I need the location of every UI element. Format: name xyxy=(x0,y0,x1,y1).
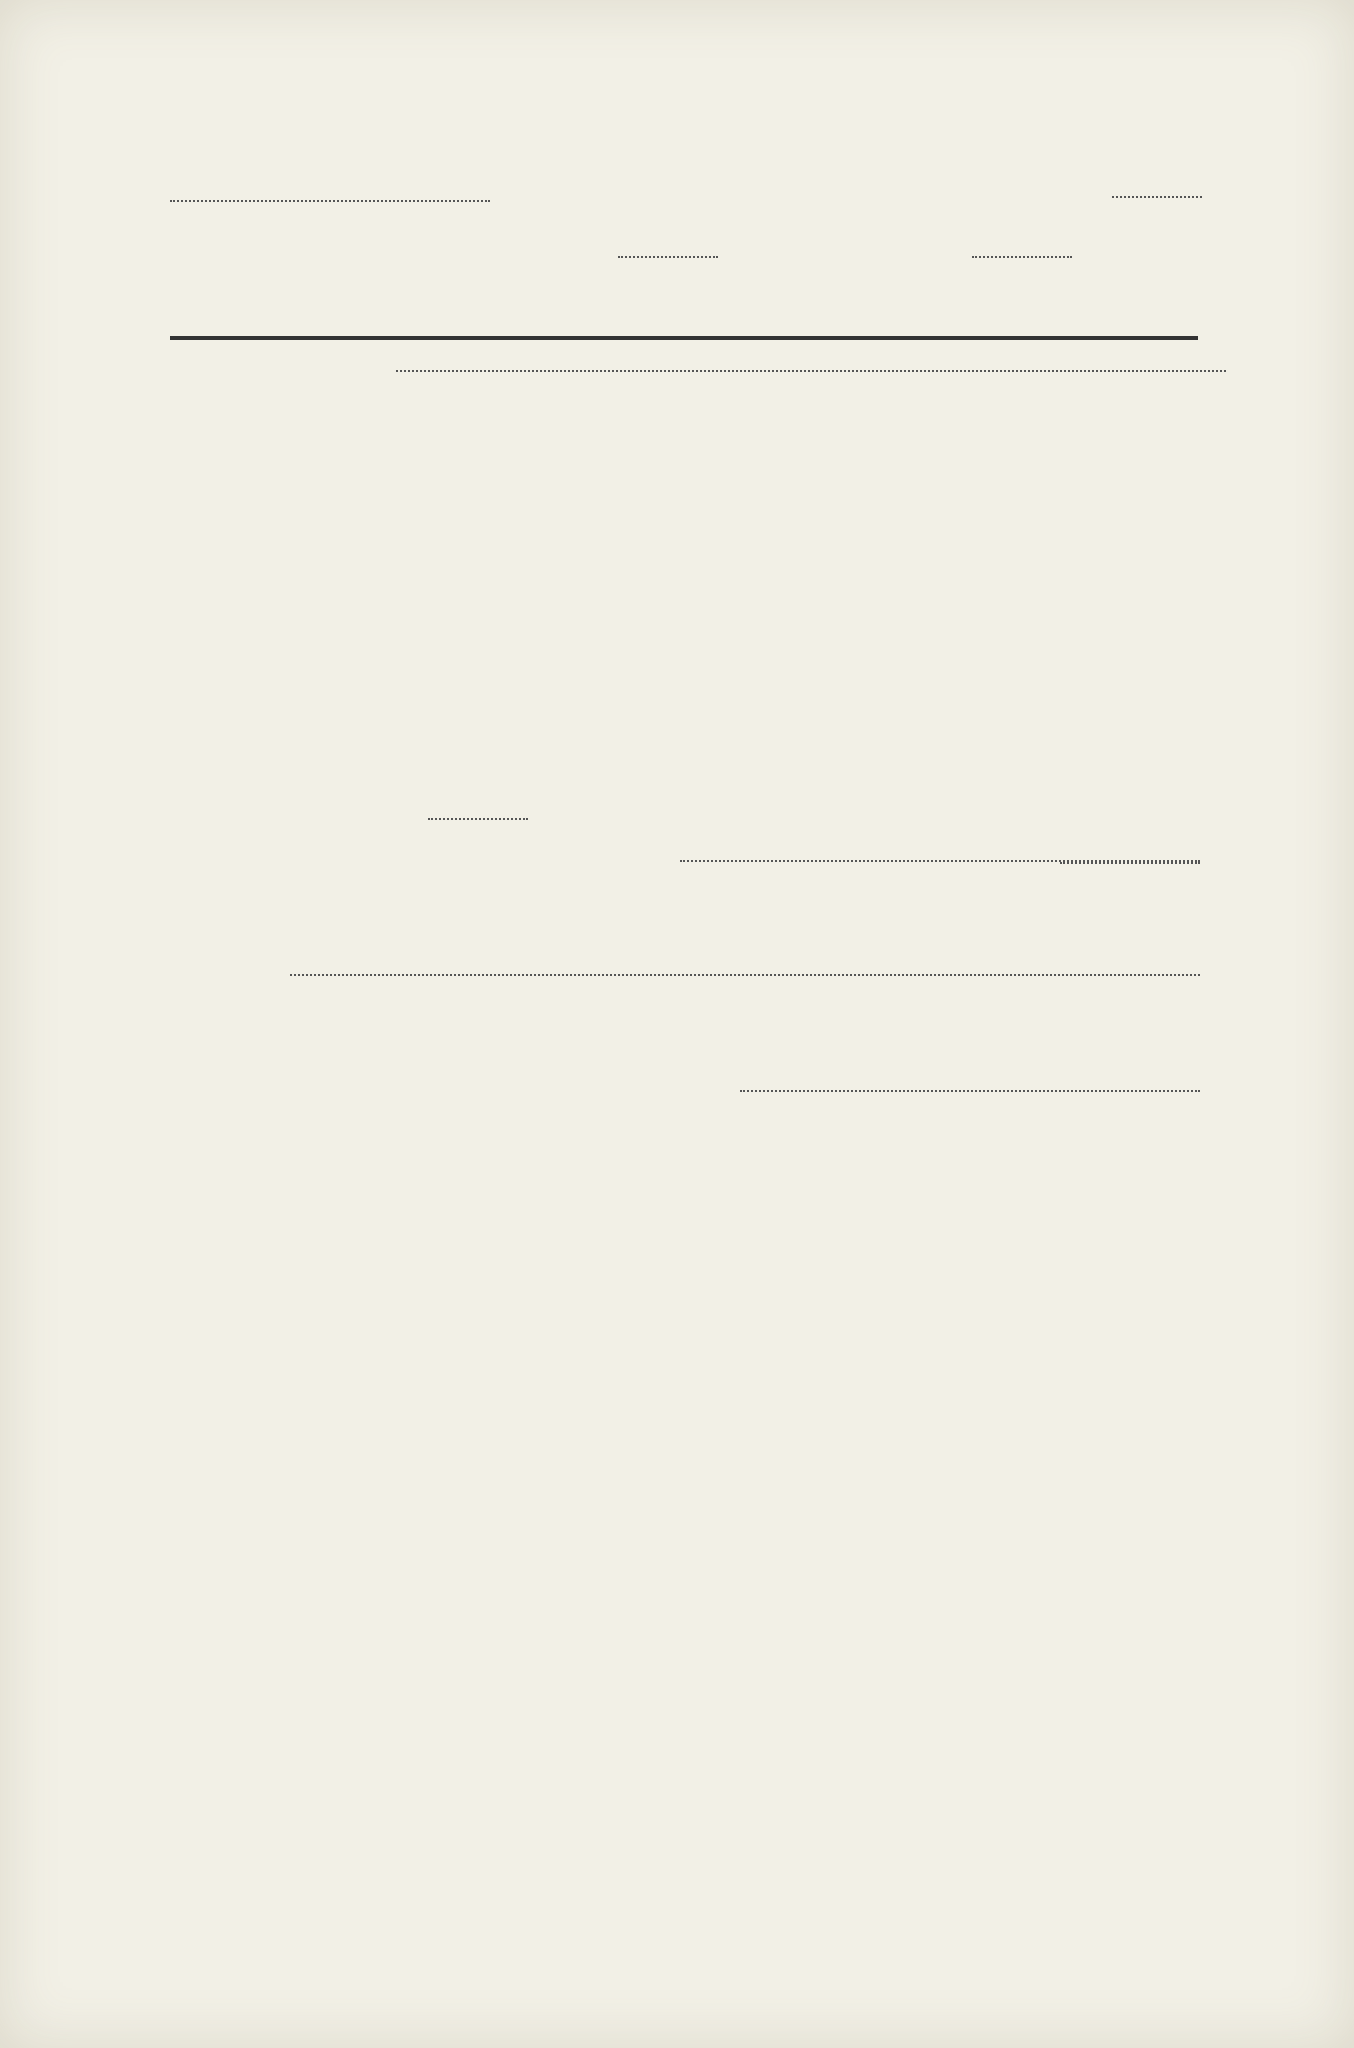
birthplace-value xyxy=(680,860,1200,862)
husliste-value xyxy=(972,256,1072,258)
nationality-field xyxy=(740,1090,1200,1092)
herred-value xyxy=(170,200,490,202)
birth-year-value xyxy=(428,818,528,820)
birth-month-field xyxy=(1060,862,1200,864)
header-rule xyxy=(170,336,1198,340)
full-name-value xyxy=(396,370,1226,372)
kreds-value xyxy=(618,256,718,258)
foreign-birthplace-field xyxy=(290,974,1200,976)
personseddel-value xyxy=(1112,196,1202,198)
